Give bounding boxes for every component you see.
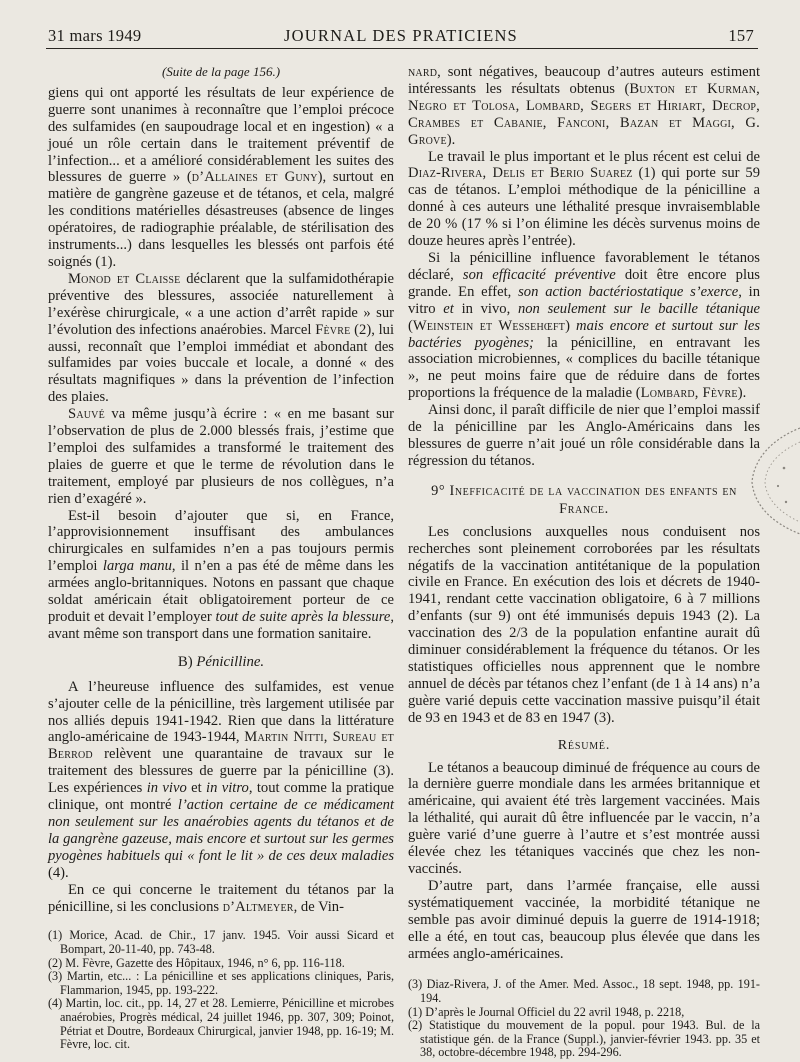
footnote: (3) Diaz-Rivera, J. of the Amer. Med. Assoc., 18 sept. 1948, pp. 191-194. xyxy=(408,977,760,1005)
section-heading-penicilline: B) Pénicilline. xyxy=(177,653,265,670)
paragraph: A l’heureuse influence des sulfamides, est venue s’ajouter celle de la pénicilline, très largement utilisée par nos alliés depuis 1941-1942. Rien que dans la littérature anglo-américaine de 1943-1944, Martin Nitti, Sureau et Berrod relèvent une quarantaine de travaux sur le traitement des blessures de guerre par la pénicilline (3). Les expériences in vivo et in vitro, tout comme la pratique clinique, ont montré l’action certaine de ce médicament non seulement sur les anaérobies agents du tétanos et de la gangrène gazeuse, mais encore et surtout sur les germes pyogènes habituels qui « font le lit » de ces deux maladies (4). xyxy=(48,678,394,881)
paragraph: En ce qui concerne le traitement du tétanos par la pénicilline, si les conclusions d’Altmeyer, de Vin- xyxy=(48,881,394,915)
section-heading-resume: Résumé. xyxy=(557,736,611,752)
left-column xyxy=(48,64,394,1052)
right-column xyxy=(408,64,760,1060)
running-header xyxy=(48,20,754,48)
paragraph: Si la pénicilline influence favorablement le tétanos déclaré, son efficacité préventive doit être encore plus grande. En effet, son action bactériostatique s’exerce, in vitro et in vivo, non seulement sur le bacille tétanique (Weinstein et Wessehœft) mais encore et surtout sur les bactéries pyogènes; la pénicilline, en entravant les association microbiennes, « complices du bacille tétanique », ne peut moins faire que de réduire dans de fortes proportions la fréquence de la maladie (Lombard, Fèvre). xyxy=(408,249,761,402)
paragraph: nard, sont négatives, beaucoup d’autres auteurs estiment intéressants les résultats obtenus (Buxton et Kurman, Negro et Tolosa, Lombard, Segers et Hiriart, Decrop, Crambes et Cabanie, Fanconi, Bazan et Maggi, G. Grove). xyxy=(408,64,760,148)
footnote: (1) D’après le Journal Officiel du 22 avril 1948, p. 2218, xyxy=(408,1004,685,1019)
paragraph: Ainsi donc, il paraît difficile de nier que l’emploi massif de la pénicilline par les Anglo-Américains dans les blessures de guerre n’ait joué un rôle considérable dans la régression du tétanos. xyxy=(408,402,760,469)
footnote: (4) Martin, loc. cit., pp. 14, 27 et 28. Lemierre, Pénicilline et microbes anaérobies, Progrès médical, 24 juillet 1946, pp. 307, 309; Poinot, Pétriat et Doutre, Bordeaux Chirurgical, janvier 1948, pp. 16-19; M. Fèvre, loc. cit. xyxy=(48,996,394,1052)
footnotes-right xyxy=(408,978,760,1060)
header-date: 31 mars 1949 xyxy=(48,26,142,45)
continued-note: (Suite de la page 156.) xyxy=(161,64,281,79)
footnote: (1) Morice, Acad. de Chir., 17 janv. 1945. Voir aussi Sicard et Bompart, 20-11-40, pp. 743-48. xyxy=(48,928,394,956)
header-page-number: 157 xyxy=(728,26,754,45)
footnote: (2) M. Fèvre, Gazette des Hôpitaux, 1946, n° 6, pp. 116-118. xyxy=(48,955,345,970)
paragraph: Est-il besoin d’ajouter que si, en France, l’approvisionnement insuffisant des ambulances chirurgicales en sulfamides n’en a pas toujours permis l’emploi larga manu, il n’en a pas été de même dans les armées anglo-britanniques. Notons en passant que chaque soldat américain était obligatoirement porteur de ce produit et devait l’employer tout de suite après la blessure, avant même son transport dans une formation sanitaire. xyxy=(48,507,395,642)
paragraph: Sauvé va même jusqu’à écrire : « en me basant sur l’observation de plus de 2.000 blessés frais, j’estime que l’emploi des sulfamides a transformé le traitement des plaies de guerre et que le terme de révolution dans le traitement, employé par plusieurs de nos collègues, n’a rien d’exagéré ». xyxy=(48,406,394,507)
footnote: (2) Statistique du mouvement de la popul. pour 1943. Bul. de la statistique gén. de la France (Suppl.), janvier-février 1943. pp. 35 et 38, octobre-décembre 1948, pp. 294-296. xyxy=(408,1018,760,1060)
footnote: (3) Martin, etc... : La pénicilline et ses applications cliniques, Paris, Flammarion, 1945, pp. 193-222. xyxy=(48,969,394,997)
footnotes-left xyxy=(48,929,394,1051)
paragraph: Le travail le plus important et le plus récent est celui de Diaz-Rivera, Delis et Berio Suarez (1) qui porte sur 59 cas de tétanos. L’emploi méthodique de la pénicilline a donné à ces auteurs une léthalité presque invraisemblable de 20 % (17 % si l’on élimine les décès survenus moins de douze heures après l’entrée). xyxy=(408,148,760,250)
paragraph: Les conclusions auxquelles nous conduisent nos recherches sont pleinement corroborées par les résultats négatifs de la vaccination antitétanique de la population civile en France. En exécution des lois et décrets de 1940-1941, rendant cette vaccination obligatoire, 6 à 7 millions d’enfants (sur 9) ont été immunisés depuis 1943 (2). La vaccination des 2/3 de la population enfantine aurait dû diminuer considérablement la fréquence du tétanos. Or les statistiques officielles nous apprennent que le nombre annuel de décès par tétanos chez l’enfant (de 1 à 14 ans) n’a guère varié depuis cette vaccination massive puisqu’il était de 93 en 1943 et de 83 en 1947 (3). xyxy=(408,523,760,726)
paragraph: D’autre part, dans l’armée française, elle aussi systématiquement vaccinée, la morbidité tétanique ne semble pas avoir diminué depuis la guerre de 1914-1918; elle a été, en tout cas, beaucoup plus élevée que dans les armées anglo-américaines. xyxy=(408,877,760,962)
paragraph: giens qui ont apporté les résultats de leur expérience de guerre sont unanimes à reconnaître que l’emploi précoce des sulfamides (en saupoudrage local et en ingestion) « a joué un rôle certain dans le traitement préventif de l’infection... et a amélioré considérablement les suites des blessures de guerre » (d’Allaines et Guny), surtout en matière de gangrène gazeuse et de tétanos, et cela, malgré les conditions matérielles désastreuses (absence de linges opératoires, de radiographie préalable, de stérilisation des instruments...) dans lesquelles les blessés ont parfois été soignés (1). xyxy=(48,84,394,270)
header-journal-title: JOURNAL DES PRATICIENS xyxy=(284,26,518,45)
section-heading-vaccination: 9° Inefficacité de la vaccination des enfants en France. xyxy=(431,482,737,517)
header-rule xyxy=(46,48,758,49)
library-stamp-icon xyxy=(740,420,800,540)
paragraph: Monod et Claisse déclarent que la sulfamidothérapie préventive des blessures, associée naturellement à l’exérèse chirurgicale, « a une action d’arrêt rapide » sur l’évolution des infections anaérobies. Marcel Fèvre (2), lui aussi, reconnaît que l’emploi immédiat et abondant des sulfamides par voies buccale et locale, a donné « des résultats magnifiques » dans la prévention de l’infection des plaies. xyxy=(48,270,394,406)
paragraph: Le tétanos a beaucoup diminué de fréquence au cours de la dernière guerre mondiale dans les armées britannique et américaine, qui avaient été très largement vaccinées. Mais la léthalité, qui aurait dû être influencée par le vaccin, n’a guère varié d’une guerre à l’autre et s’est montrée aussi élevée chez les tétaniques vaccinés que chez les non-vaccinés. xyxy=(408,759,760,877)
